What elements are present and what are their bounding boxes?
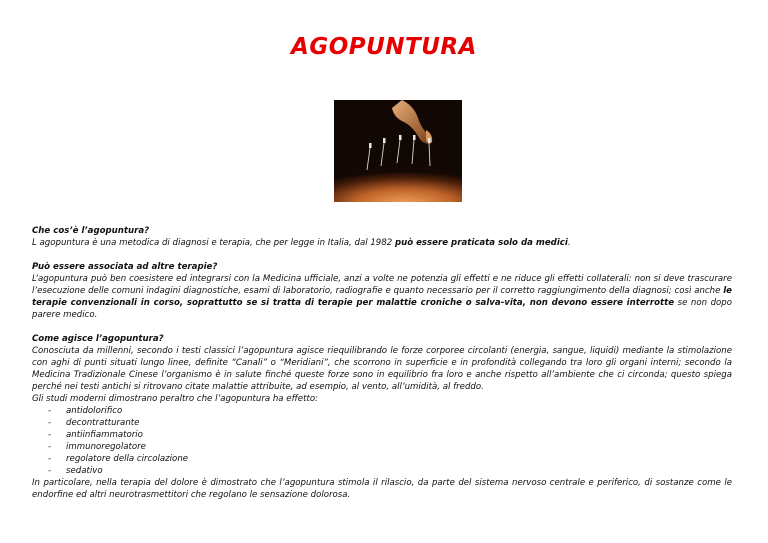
section-paragraph [32, 273, 732, 321]
bold-text-run: le terapie convenzionali in corso, soprattutto se si tratta di terapie per malattie croniche o salva-vita, non devono essere interrotte [32, 286, 732, 308]
page-title: AGOPUNTURA [291, 34, 477, 60]
text-run: . [567, 238, 571, 248]
text-run: se non dopo parere medico. [32, 298, 732, 320]
text-run: L agopuntura è una metodica di diagnosi e terapia, che per legge in Italia, dal 1982 [32, 238, 395, 248]
list-item: - sedativo [48, 466, 103, 476]
list-item: - decontratturante [48, 418, 140, 428]
article-body [32, 225, 732, 501]
section-paragraph: In particolare, nella terapia del dolore è dimostrato che l’agopuntura stimola il rilascio, da parte del sistema nervoso centrale e periferico, di sostanze come le endorfine ed altri neurotrasmettitori che regolano le sensazione dolorosa. [32, 478, 732, 500]
bold-text-run: può essere praticata solo da medici [394, 238, 568, 248]
section-heading: Può essere associata ad altre terapie? [32, 262, 218, 272]
effects-intro: Gli studi moderni dimostrano peraltro che l’agopuntura ha effetto: [32, 394, 318, 404]
list-item: - antiinfiammatorio [48, 430, 143, 440]
section-paragraph: Conosciuta da millenni, secondo i testi classici l’agopuntura agisce riequilibrando le forze corporee circolanti (energia, sangue, liquidi) mediante la stimolazione con aghi di punti situati lungo linee, definite “Canali” o “Meridiani”, che scorrono in superficie e in profondità collegando tra loro gli organi interni; secondo la Medicina Tradizionale Cinese l’organismo è in salute finché queste forze sono in equilibrio fra loro e anche rispetto all’ambiente che ci circonda; questo spiega perché nei testi antichi si ritrovano citate malattie attribuite, ad esempio, al vento, all’umidità, al freddo. [32, 346, 732, 392]
list-item: - regolatore della circolazione [48, 454, 189, 464]
section-paragraph [32, 237, 732, 249]
text-run: L’agopuntura può ben coesistere ed integrarsi con la Medicina ufficiale, anzi a volte ne potenzia gli effetti e ne riduce gli effetti collaterali: non si deve trascurare l’esecuzione delle comuni indagini diagnostiche, esami di laboratorio, radiografie e quanto necessario per il corretto raggiungimento della diagnosi; così anche [32, 274, 732, 296]
list-item: - antidolorifico [48, 406, 123, 416]
list-item: - immunoregolatore [48, 442, 146, 452]
effects-list [32, 405, 732, 477]
section-heading: Come agisce l’agopuntura? [32, 334, 164, 344]
section-heading: Che cos’è l’agopuntura? [32, 226, 150, 236]
acupuncture-photo [334, 100, 462, 202]
